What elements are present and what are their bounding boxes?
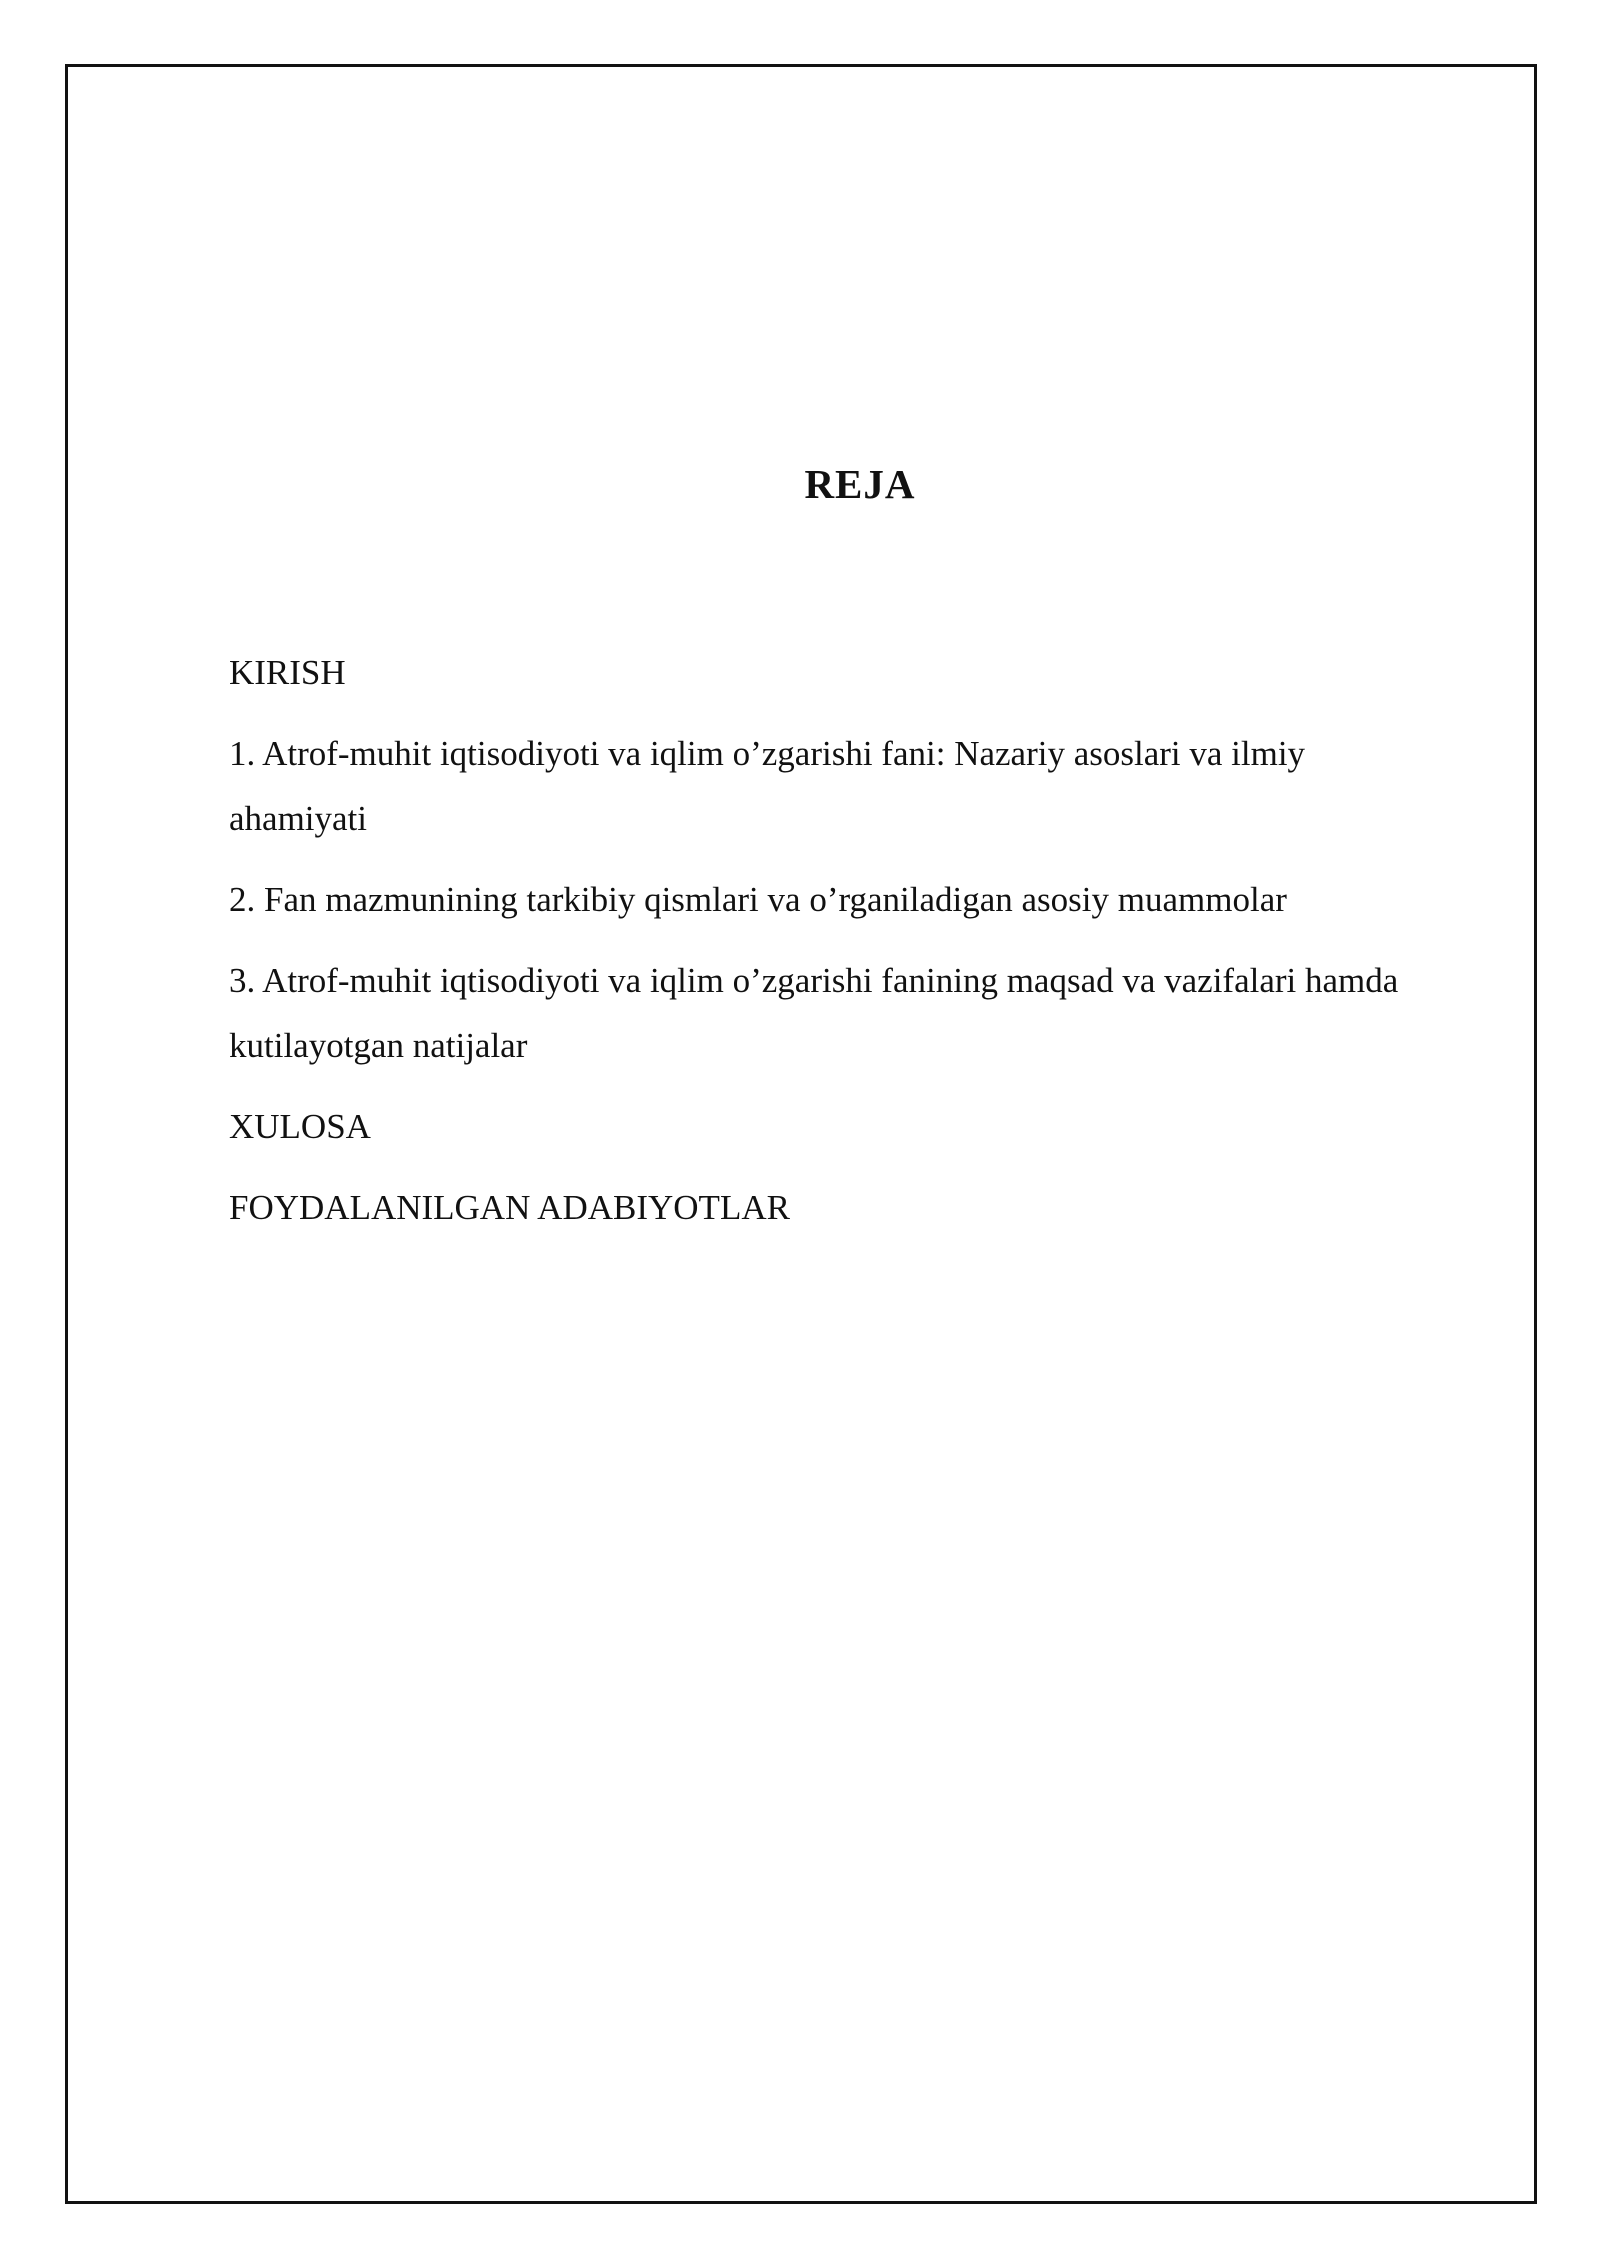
- plan-item-1: 1. Atrof-muhit iqtisodiyoti va iqlim o’zgarishi fani: Nazariy asoslari va ilmiy ahamiyati: [229, 734, 1306, 838]
- plan-item-2: 2. Fan mazmunining tarkibiy qismlari va o’rganiladigan asosiy muammolar: [229, 880, 1287, 919]
- plan-item-introduction: KIRISH: [229, 653, 346, 692]
- page-title: REJA: [804, 461, 916, 507]
- plan-item-references: FOYDALANILGAN ADABIYOTLAR: [229, 1188, 790, 1227]
- plan-list: [229, 640, 1409, 1256]
- plan-item-conclusion: XULOSA: [229, 1107, 371, 1146]
- plan-item-3: 3. Atrof-muhit iqtisodiyoti va iqlim o’zgarishi fanining maqsad va vazifalari hamda kutilayotgan natijalar: [229, 961, 1399, 1065]
